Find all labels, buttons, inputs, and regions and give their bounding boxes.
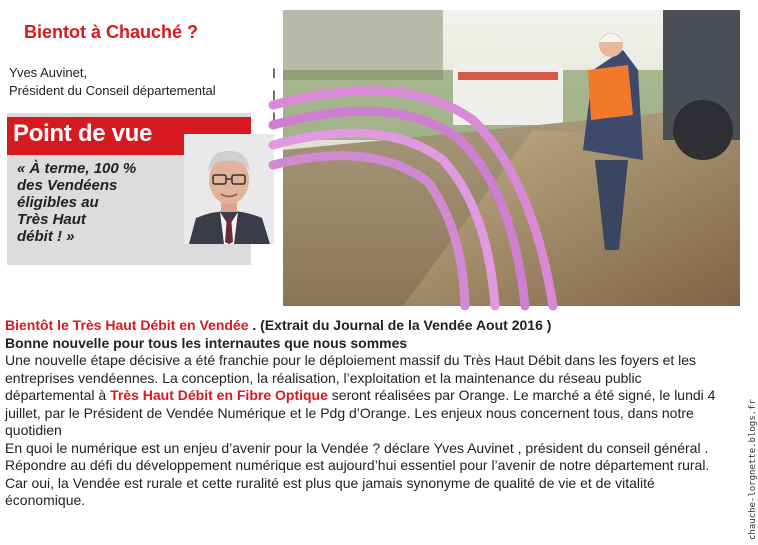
watermark-text: chauche-lorgnette.blogs.fr bbox=[748, 399, 758, 540]
quote-line: « À terme, 100 % bbox=[17, 160, 137, 177]
author-portrait bbox=[184, 134, 274, 244]
author-block bbox=[9, 64, 216, 100]
clipped-mark: I bbox=[272, 65, 276, 81]
clipped-mark: I bbox=[272, 87, 276, 103]
article-paragraph-1 bbox=[5, 352, 730, 440]
quote-line: éligibles au bbox=[17, 194, 99, 211]
fiber-trench-photo bbox=[283, 10, 740, 306]
p1-text: Une nouvelle étape décisive a été franchie pour le déploiement massif du Très Haut Débit dans les foyers et les entreprises vendéennes. La conception, la réalisation, l’exploitation et la maintenance du réseau public départemental à bbox=[5, 352, 697, 403]
p1-highlight: Très Haut Débit en Fibre Optique bbox=[110, 387, 328, 403]
author-name: Yves Auvinet, bbox=[9, 65, 88, 80]
author-role: Président du Conseil départemental bbox=[9, 83, 216, 98]
point-de-vue-label: Point de vue bbox=[13, 120, 153, 147]
quote-line: des Vendéens bbox=[17, 177, 118, 194]
quote-line: Très Haut bbox=[17, 211, 86, 228]
portrait-illustration bbox=[184, 134, 274, 244]
headline-source: . (Extrait du Journal de la Vendée Aout 2016 ) bbox=[248, 317, 552, 333]
trench-illustration bbox=[283, 10, 740, 306]
article-subhead: Bonne nouvelle pour tous les internautes que nous sommes bbox=[5, 334, 408, 351]
point-de-vue-quote bbox=[17, 160, 197, 245]
article-paragraph-2: En quoi le numérique est un enjeu d’avenir pour la Vendée ? déclare Yves Auvinet , président du conseil général . Répondre au défi du développement numérique est aujourd’hui essentiel pour l’avenir de notre département rural. Car oui, la Vendée est rurale et cette ruralité est plus que jamais synonyme de qualité de vie et de vitalité économique. bbox=[5, 439, 710, 508]
quote-line: débit ! » bbox=[17, 228, 75, 245]
page-title: Bientot à Chauché ? bbox=[24, 22, 199, 42]
watermark bbox=[736, 390, 758, 540]
clipped-mark: I bbox=[272, 109, 276, 125]
clipped-text-marks bbox=[272, 62, 280, 128]
article-headline bbox=[5, 317, 730, 335]
article-body bbox=[5, 317, 730, 510]
p1-text-end: seront réalisées par Orange. Le marché a été signé, le lundi 4 juillet, par le Président de Vendée Numérique et le Pdg d’Orange. Les enjeux nous concernent tous, dans notre quotidien bbox=[5, 387, 716, 438]
headline-red: Bientôt le Très Haut Débit en Vendée bbox=[5, 317, 249, 333]
